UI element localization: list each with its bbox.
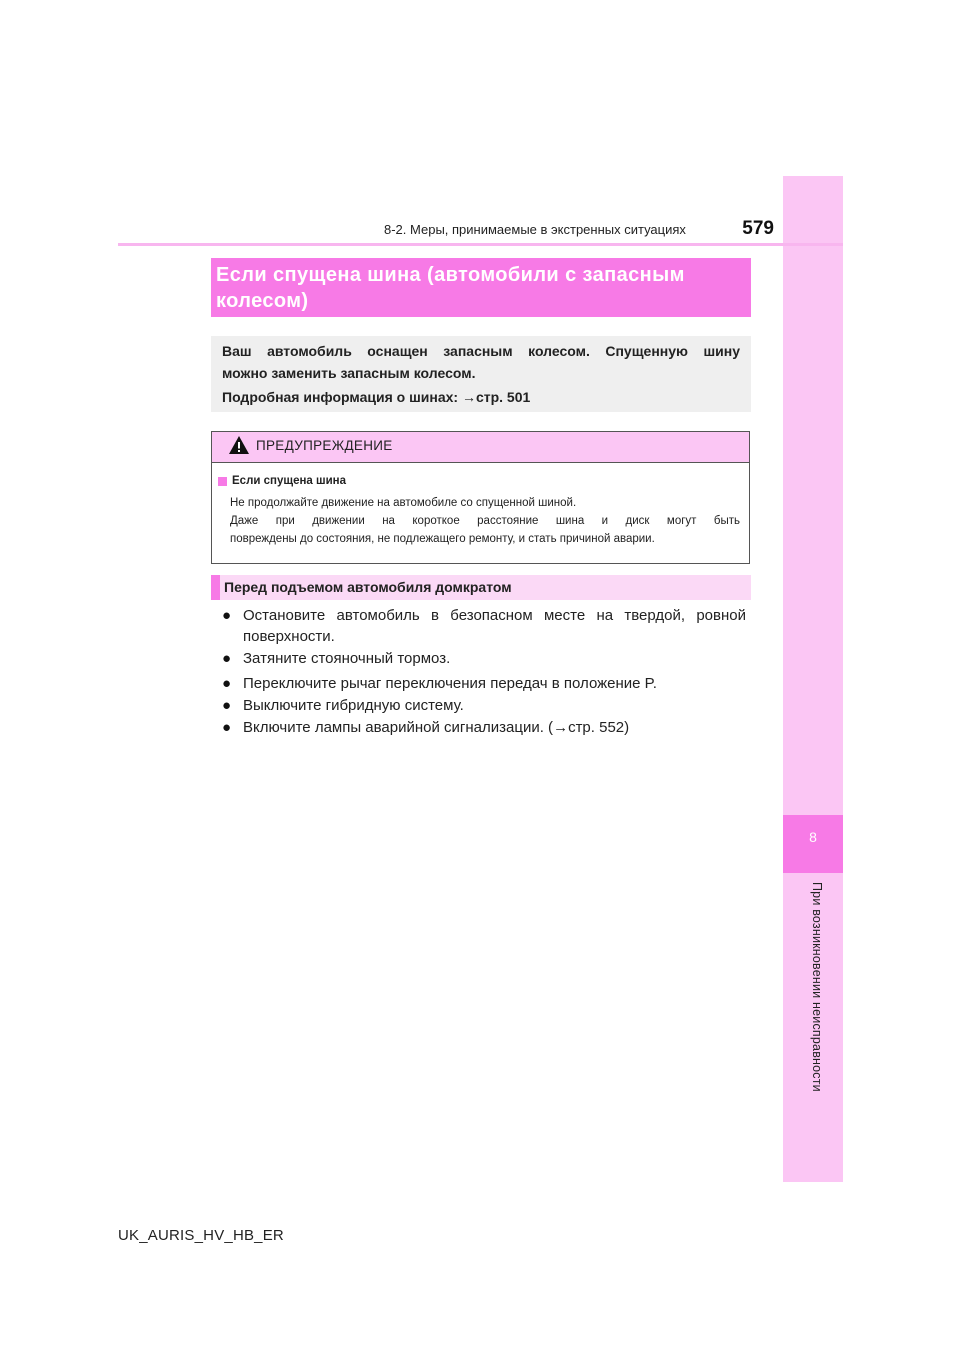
page-title bbox=[216, 262, 736, 314]
arrow-icon: → bbox=[553, 719, 569, 736]
running-header: 8-2. Меры, принимаемые в экстренных ситуациях bbox=[384, 222, 686, 237]
bullet-dot-icon: ● bbox=[222, 697, 232, 714]
bullet-dot-icon: ● bbox=[222, 650, 232, 667]
warning-line-2: Даже при движении на короткое расстояние шина и диск могут быть bbox=[230, 515, 740, 527]
bullet-dot-icon: ● bbox=[222, 675, 232, 692]
bullet-3: Переключите рычаг переключения передач в положение P. bbox=[243, 675, 657, 692]
bullet-1-line-2: поверхности. bbox=[243, 628, 335, 645]
warning-subheading: Если спущена шина bbox=[232, 475, 347, 487]
intro-ref-prefix: Подробная информация о шинах: bbox=[222, 389, 462, 405]
chapter-number: 8 bbox=[809, 829, 817, 845]
bullet-4: Выключите гибридную систему. bbox=[243, 697, 464, 714]
bullet-5-text: Включите лампы аварийной сигнализации. ( bbox=[243, 719, 554, 736]
intro-line-3 bbox=[222, 389, 740, 405]
document-code: UK_AURIS_HV_HB_ER bbox=[118, 1227, 284, 1244]
warning-line-1: Не продолжайте движение на автомобиле со спущенной шиной. bbox=[230, 497, 577, 509]
intro-page-ref[interactable]: стр. 501 bbox=[475, 389, 531, 405]
intro-line-1: Ваш автомобиль оснащен запасным колесом. Спущенную шину bbox=[222, 343, 740, 359]
bullet-5-page-ref[interactable]: стр. 552) bbox=[568, 719, 630, 736]
page-number: 579 bbox=[742, 218, 774, 239]
page-title-line-2: колесом) bbox=[216, 290, 309, 312]
bullet-2: Затяните стояночный тормоз. bbox=[243, 650, 451, 667]
section-accent-bar bbox=[211, 575, 220, 600]
header-rule bbox=[118, 243, 843, 246]
warning-title: ПРЕДУПРЕЖДЕНИЕ bbox=[256, 438, 393, 453]
bullet-1-line-1: Остановите автомобиль в безопасном месте на твердой, ровной bbox=[243, 607, 746, 624]
bullet-5 bbox=[243, 719, 746, 736]
bullet-dot-icon: ● bbox=[222, 607, 232, 624]
section-heading: Перед подъемом автомобиля домкратом bbox=[224, 579, 512, 595]
warning-line-3: повреждены до состояния, не подлежащего ремонту, и стать причиной аварии. bbox=[230, 533, 655, 545]
bullet-dot-icon: ● bbox=[222, 719, 232, 736]
page-title-line-1: Если спущена шина (автомобили с запасным bbox=[216, 264, 685, 286]
chapter-label: При возникновении неисправности bbox=[810, 882, 824, 1092]
arrow-icon: → bbox=[461, 389, 476, 405]
square-bullet-icon bbox=[218, 477, 227, 486]
warning-triangle-icon bbox=[228, 435, 250, 455]
intro-line-2: можно заменить запасным колесом. bbox=[222, 365, 476, 381]
